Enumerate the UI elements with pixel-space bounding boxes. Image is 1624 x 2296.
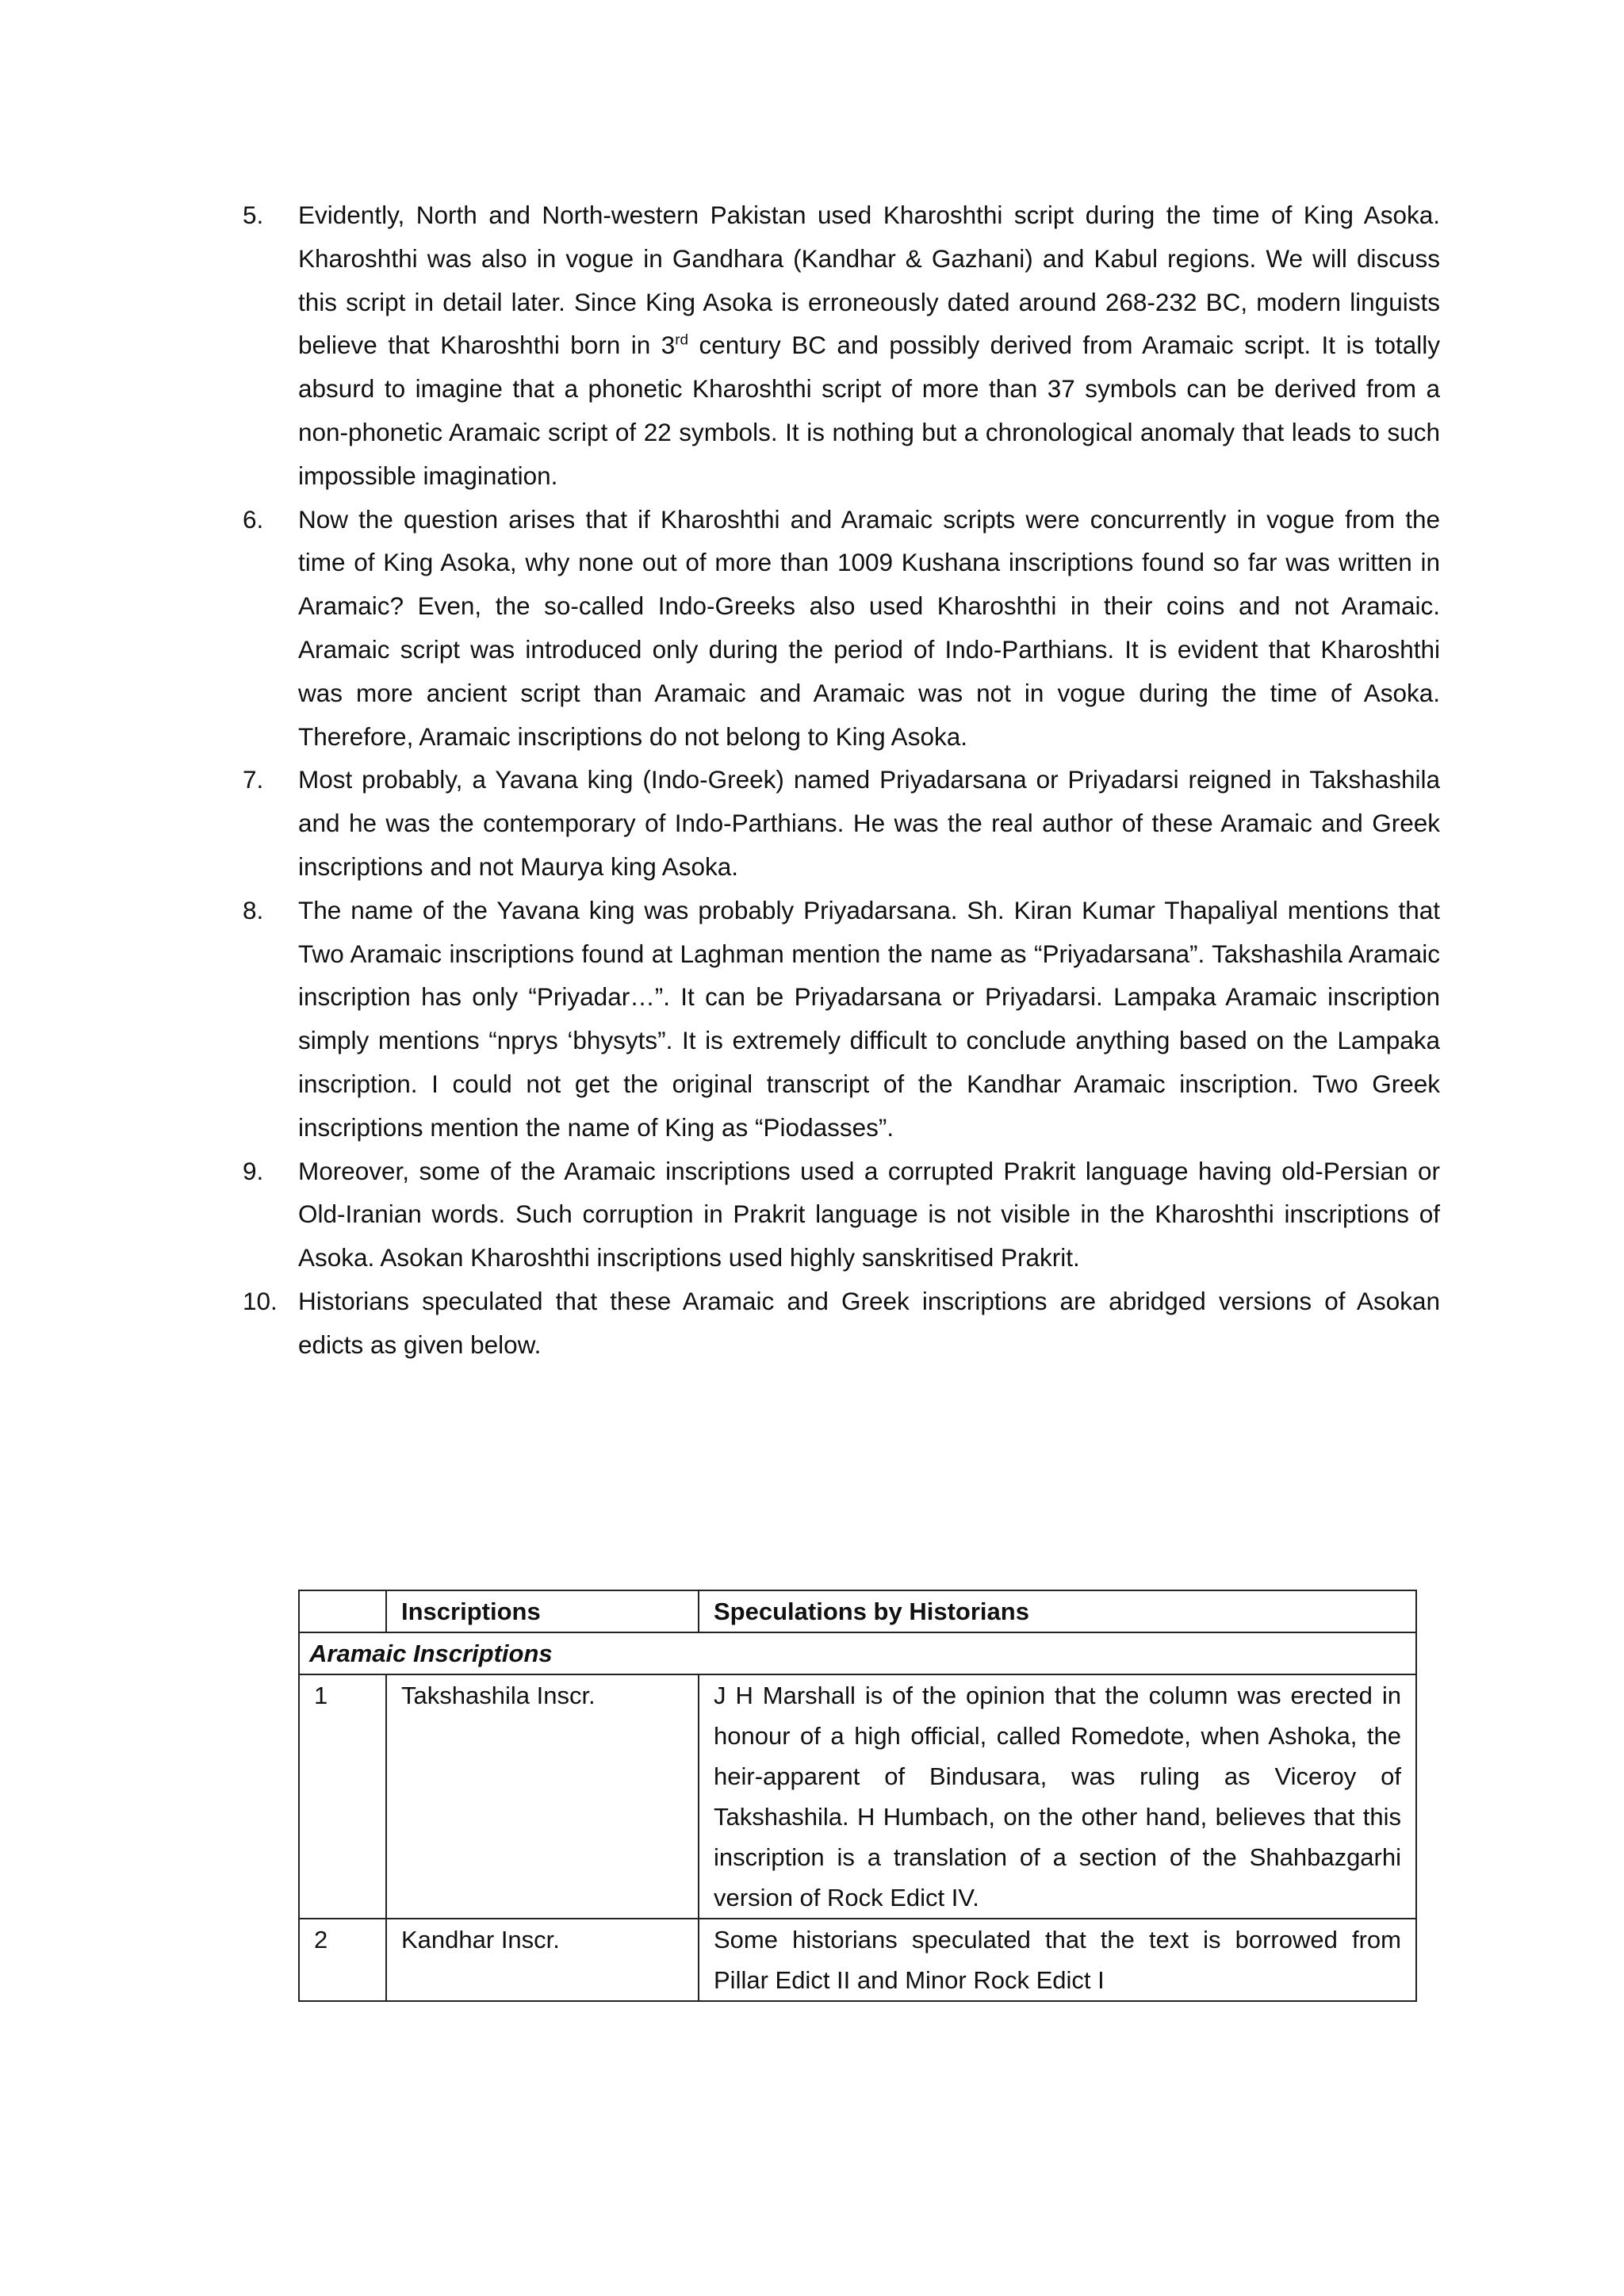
- item-number: 5.: [243, 201, 264, 229]
- inscriptions-table: [298, 1590, 1417, 2002]
- list-item: [243, 1150, 1440, 1280]
- header-cell-speculations: Speculations by Historians: [699, 1590, 1416, 1632]
- item-number: 6.: [243, 504, 264, 534]
- row-number: 1: [299, 1674, 386, 1919]
- header-cell-inscriptions: Inscriptions: [386, 1590, 699, 1632]
- section-heading: Aramaic Inscriptions: [299, 1632, 1416, 1674]
- list-item: [243, 889, 1440, 1150]
- item-text: Most probably, a Yavana king (Indo-Greek) named Priyadarsana or Priyadarsi reigned in Takshashila and he was the contemporary of Indo-Parthians. He was the real author of these Aramaic and Greek inscriptions and not Maurya king Asoka.: [298, 765, 1440, 881]
- speculation-text: Some historians speculated that the text is borrowed from Pillar Edict II and Minor Rock Edict I: [699, 1919, 1416, 2001]
- table-header-row: [299, 1590, 1416, 1632]
- item-text: The name of the Yavana king was probably Priyadarsana. Sh. Kiran Kumar Thapaliyal mentions that Two Aramaic inscriptions found at Laghman mention the name as “Priyadarsana”. Takshashila Aramaic inscription has only “Priyadar…”. It can be Priyadarsana or Priyadarsi. Lampaka Aramaic inscription simply mentions “nprys ‘bhysyts”. It is extremely difficult to conclude anything based on the Lampaka inscription. I could not get the original transcript of the Kandhar Aramaic inscription. Two Greek inscriptions mention the name of King as “Piodasses”.: [298, 895, 1440, 1142]
- header-cell-number: [299, 1590, 386, 1632]
- inscription-name: Kandhar Inscr.: [386, 1919, 699, 2001]
- section-row: [299, 1632, 1416, 1674]
- speculation-text: J H Marshall is of the opinion that the column was erected in honour of a high official, called Romedote, when Ashoka, the heir-apparent of Bindusara, was ruling as Viceroy of Takshashila. H Humbach, on the other hand, believes that this inscription is a translation of a section of the Shahbazgarhi version of Rock Edict IV.: [699, 1674, 1416, 1919]
- item-number: 7.: [243, 765, 264, 794]
- item-number: 8.: [243, 895, 264, 924]
- list-item: [243, 758, 1440, 888]
- item-text: Historians speculated that these Aramaic and Greek inscriptions are abridged versions of Asokan edicts as given below.: [298, 1286, 1440, 1359]
- superscript: rd: [675, 331, 689, 349]
- item-text-part: Evidently, North and North-western Pakistan used Kharoshthi script during the time of King Asoka. Kharoshthi was also in vogue in Gandhara (Kandhar & Gazhani) and Kabul regions. We will discuss this script in detail later. Since King Asoka is erroneously dated around 268-232 BC, modern linguists believe that Kharoshthi born in 3: [298, 201, 1440, 360]
- item-number: 10.: [243, 1286, 278, 1315]
- list-item: [243, 193, 1440, 498]
- item-text: [298, 193, 1440, 498]
- list-item: [243, 1280, 1440, 1367]
- item-text: Moreover, some of the Aramaic inscriptions used a corrupted Prakrit language having old-Persian or Old-Iranian words. Such corruption in Prakrit language is not visible in the Kharoshthi inscriptions of Asoka. Asokan Kharoshthi inscriptions used highly sanskritised Prakrit.: [298, 1156, 1440, 1272]
- table-row: [299, 1674, 1416, 1919]
- list-item: [243, 498, 1440, 759]
- item-text: Now the question arises that if Kharoshthi and Aramaic scripts were concurrently in vogue from the time of King Asoka, why none out of more than 1009 Kushana inscriptions found so far was written in Aramaic? Even, the so-called Indo-Greeks also used Kharoshthi in their coins and not Aramaic. Aramaic script was introduced only during the period of Indo-Parthians. It is evident that Kharoshthi was more ancient script than Aramaic and Aramaic was not in vogue during the time of Asoka. Therefore, Aramaic inscriptions do not belong to King Asoka.: [298, 504, 1440, 751]
- row-number: 2: [299, 1919, 386, 2001]
- numbered-list: [243, 193, 1440, 1367]
- item-text-part: century BC and possibly derived from Aramaic script. It is totally absurd to imagine that a phonetic Kharoshthi script of more than 37 symbols can be derived from a non-phonetic Aramaic script of 22 symbols. It is nothing but a chronological anomaly that leads to such impossible imagination.: [298, 331, 1440, 490]
- inscription-name: Takshashila Inscr.: [386, 1674, 699, 1919]
- table-row: [299, 1919, 1416, 2001]
- item-number: 9.: [243, 1156, 264, 1185]
